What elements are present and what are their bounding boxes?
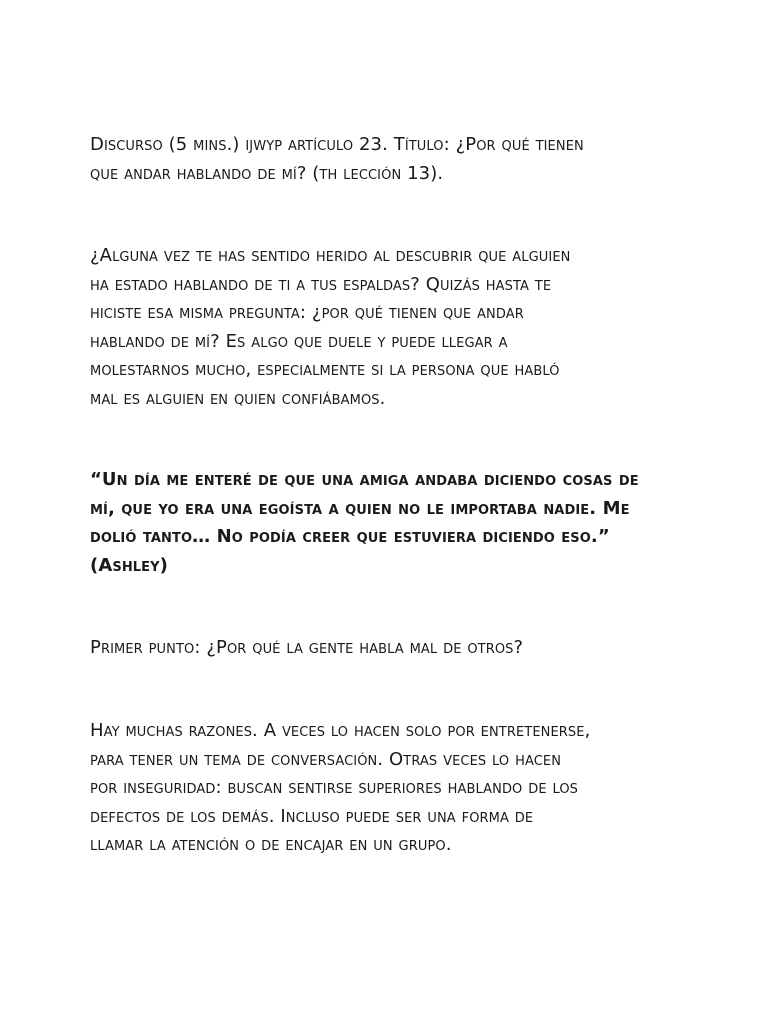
title-paragraph [90,131,690,188]
text-line: llamar la atención o de encajar en un grupo. [90,834,452,855]
text-line: (Ashley) [90,554,169,576]
text-line: Discurso (5 mins.) ijwyp artículo 23. Título: ¿Por qué tienen [90,134,584,155]
text-line: por inseguridad: buscan sentirse superiores hablando de los [90,777,579,798]
text-line: molestarnos mucho, especialmente si la persona que habló [90,359,560,380]
text-line: que andar hablando de mí? (th lección 13). [90,162,444,184]
text-line: mal es alguien en quien confiábamos. [90,387,386,409]
text-line: ha estado hablando de ti a tus espaldas? Quizás hasta te [90,273,552,295]
text-line: defectos de los demás. Incluso puede ser una forma de [90,805,534,827]
text-line: para tener un tema de conversación. Otras veces lo hacen [90,748,562,770]
section-heading-paragraph [90,634,690,663]
intro-paragraph [90,242,690,413]
body-paragraph [90,717,690,860]
text-line: hablando de mí? Es algo que duele y puede llegar a [90,330,508,352]
text-line: dolió tanto… No podía creer que estuviera diciendo eso.” [90,526,610,547]
text-line: “Un día me enteré de que una amiga andaba diciendo cosas de [90,469,639,490]
text-line: Hay muchas razones. A veces lo hacen solo por entretenerse, [90,720,591,741]
quote-paragraph [90,466,690,580]
text-line: hiciste esa misma pregunta: ¿por qué tienen que andar [90,302,524,323]
text-line: mí, que yo era una egoísta a quien no le importaba nadie. Me [90,497,630,519]
text-line: ¿Alguna vez te has sentido herido al descubrir que alguien [90,245,571,266]
text-line: Primer punto: ¿Por qué la gente habla mal de otros? [90,637,524,658]
